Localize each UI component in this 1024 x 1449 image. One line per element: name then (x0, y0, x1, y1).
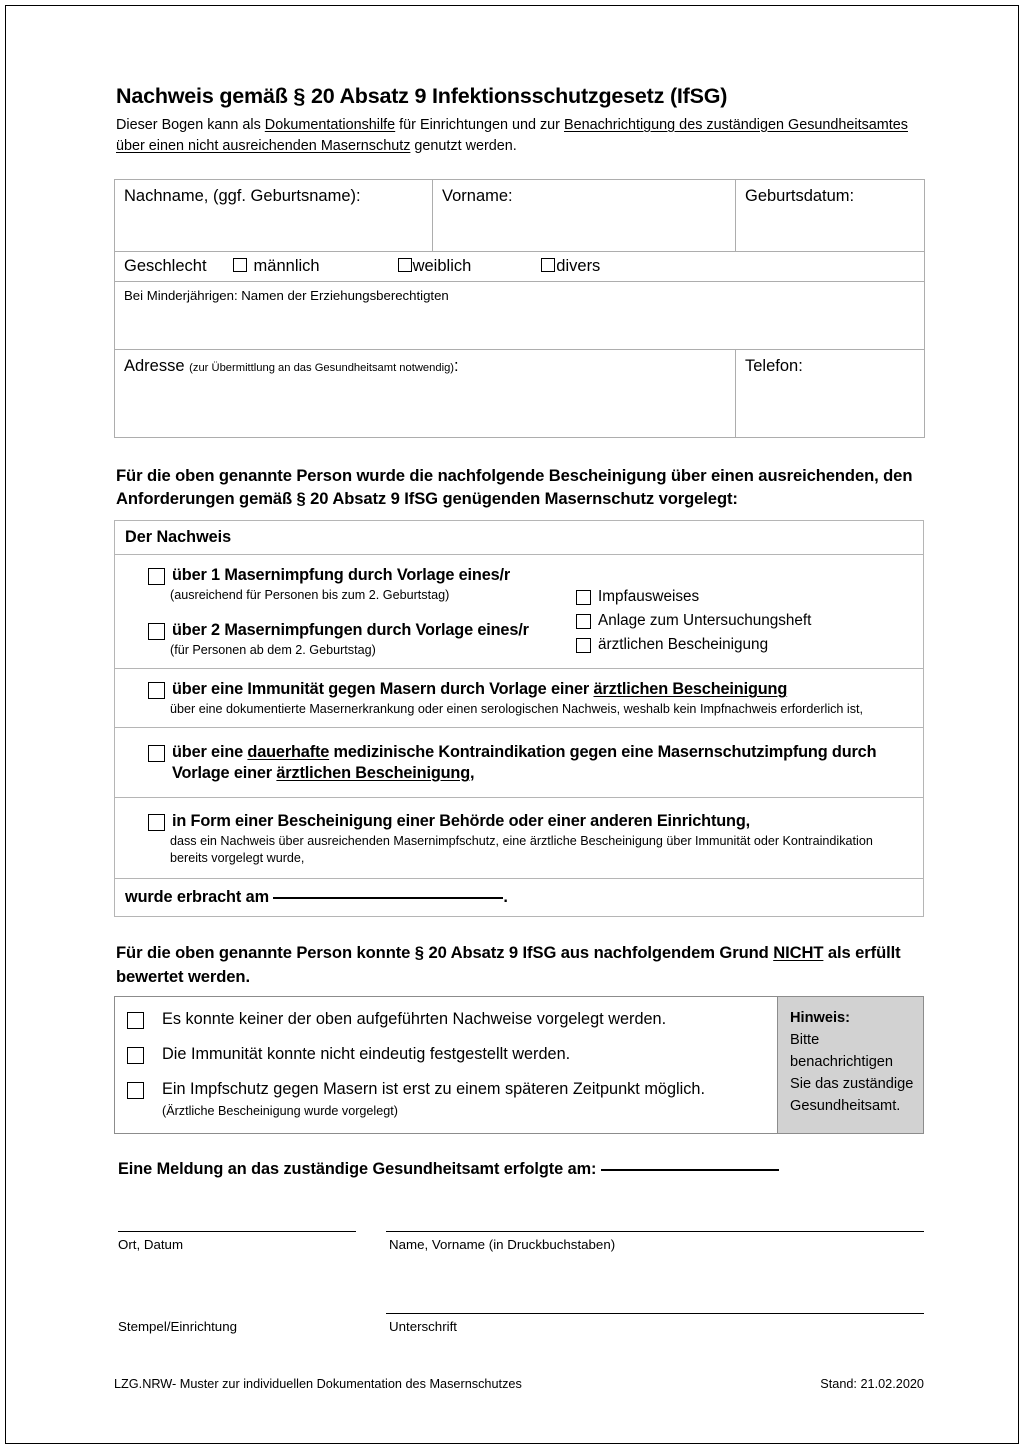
checkbox-icon[interactable] (576, 614, 591, 629)
proof-row-contraindication (115, 727, 924, 797)
proof-lead-text: Für die oben genannte Person wurde die nachfolgende Bescheinigung über einen ausreichenden, den Anforderungen gemäß § 20 Absatz 9 IfSG genügenden Masernschutz vorgelegt: (116, 465, 913, 509)
checkbox-icon[interactable] (576, 590, 591, 605)
proof-row-vaccinations (115, 555, 924, 669)
document-type-label: Impfausweises (598, 588, 700, 606)
document-type-label: Anlage zum Untersuchungsheft (598, 612, 812, 630)
geschlecht-label: Geschlecht (124, 256, 207, 275)
field-adresse[interactable] (115, 349, 736, 437)
contra-text-b: medizinische Kontraindikation gegen eine Masernschutzimpfung durch Vorlage einer (172, 742, 877, 782)
reason-note: (Ärztliche Bescheinigung wurde vorgelegt) (162, 1103, 398, 1118)
proof-option-authority-label: in Form einer Bescheinigung einer Behörde oder einer anderen Einrichtung, (172, 812, 750, 831)
vorname-label: Vorname: (442, 186, 513, 205)
hinweis-title: Hinweis: (790, 1010, 851, 1027)
not-fulfilled-text-nicht: NICHT (773, 942, 824, 962)
subtitle-link-dokumentationshilfe: Dokumentationshilfe (264, 116, 396, 133)
not-fulfilled-text-b: als erfüllt bewertet werden. (116, 942, 901, 986)
checkbox-icon[interactable] (127, 1012, 144, 1029)
footer-left-text: LZG.NRW- Muster zur individuellen Dokumentation des Masernschutzes (114, 1376, 522, 1391)
subtitle-text-2: für Einrichtungen und zur (395, 116, 564, 133)
erziehungsberechtigte-label: Bei Minderjährigen: Namen der Erziehungsberechtigten (124, 287, 449, 303)
field-vorname[interactable] (433, 179, 736, 251)
erbracht-period: . (503, 887, 508, 906)
proof-option-contraindication[interactable] (148, 742, 911, 784)
proof-option-1-label: über 1 Masernimpfung durch Vorlage eines/r (172, 566, 511, 585)
table-row-geschlecht (115, 251, 925, 281)
ort-datum-line[interactable] (118, 1231, 356, 1232)
field-geschlecht[interactable] (115, 251, 925, 281)
immunity-text-a: über eine Immunität gegen Masern durch Vorlage einer (172, 680, 594, 699)
field-nachname[interactable] (115, 179, 433, 251)
erbracht-date-input[interactable] (273, 897, 503, 899)
proof-option-immunity[interactable] (148, 679, 911, 700)
proof-table-header-row (115, 520, 924, 554)
field-telefon[interactable] (736, 349, 925, 437)
field-erziehungsberechtigte[interactable] (115, 281, 925, 349)
geschlecht-option-divers[interactable] (541, 257, 600, 276)
telefon-label: Telefon: (745, 356, 803, 375)
document-type-label: ärztlichen Bescheinigung (598, 636, 769, 654)
name-vorname-line[interactable] (386, 1231, 924, 1232)
footer-right-text: Stand: 21.02.2020 (820, 1376, 924, 1391)
not-fulfilled-text-a: Für die oben genannte Person konnte § 20 Absatz 9 IfSG aus nachfolgendem Grund (116, 942, 774, 962)
meldung-date-input[interactable] (601, 1169, 779, 1171)
geschlecht-option-label: divers (556, 256, 601, 275)
table-row-erziehungsberechtigte (115, 281, 925, 349)
adresse-label (124, 356, 726, 377)
subtitle-text-3: genutzt werden. (410, 137, 517, 154)
checkbox-icon[interactable] (398, 258, 412, 272)
subtitle-link-benachrichtigung: Benachrichtigung des zuständigen Gesundheitsamtes über einen nicht ausreichenden Masernschutz (116, 116, 908, 154)
reason-no-proof[interactable] (127, 1009, 769, 1030)
proof-row-authority (115, 798, 924, 879)
field-geburtsdatum[interactable] (736, 179, 925, 251)
checkbox-icon[interactable] (148, 623, 165, 640)
document-page (5, 5, 1019, 1444)
person-data-table (114, 179, 925, 438)
reason-immunity-unclear[interactable] (127, 1044, 769, 1065)
document-content (114, 84, 926, 1391)
checkbox-icon[interactable] (148, 568, 165, 585)
proof-option-1-vaccination[interactable] (148, 565, 570, 586)
contra-text-a: über eine (172, 742, 248, 761)
table-row-names (115, 179, 925, 251)
meldung-label: Eine Meldung an das zuständige Gesundheitsamt erfolgte am: (118, 1159, 597, 1178)
table-row (115, 997, 924, 1134)
name-vorname-caption: Name, Vorname (in Druckbuchstaben) (389, 1236, 616, 1252)
document-type-aerztliche-bescheinigung[interactable] (576, 635, 811, 655)
stempel-caption: Stempel/Einrichtung (118, 1318, 237, 1334)
reason-text-wrap (162, 1044, 570, 1065)
checkbox-icon[interactable] (148, 682, 165, 699)
reason-later-vaccination[interactable] (127, 1079, 769, 1119)
unterschrift-caption: Unterschrift (389, 1318, 457, 1334)
hinweis-box (778, 997, 924, 1134)
geschlecht-option-maennlich[interactable] (233, 257, 320, 276)
proof-row-immunity (115, 669, 924, 728)
erbracht-label: wurde erbracht am (125, 887, 269, 906)
checkbox-icon[interactable] (127, 1082, 144, 1099)
proof-option-2-label: über 2 Masernimpfungen durch Vorlage eines/r (172, 620, 529, 639)
proof-row-date-provided (115, 878, 924, 916)
signature-area (114, 1231, 924, 1369)
proof-option-2-vaccinations[interactable] (148, 620, 570, 641)
proof-option-2-note: (für Personen ab dem 2. Geburtstag) (170, 642, 376, 657)
proof-option-immunity-label (172, 679, 787, 700)
proof-option-1-note: (ausreichend für Personen bis zum 2. Geburtstag) (170, 588, 450, 603)
page-subtitle (116, 115, 916, 157)
contra-text-c: , (470, 763, 475, 782)
not-fulfilled-table (114, 996, 924, 1134)
checkbox-icon[interactable] (233, 258, 247, 272)
reason-label: Ein Impfschutz gegen Masern ist erst zu einem späteren Zeitpunkt möglich. (162, 1080, 705, 1099)
geschlecht-option-label: weiblich (412, 256, 472, 275)
geburtsdatum-label: Geburtsdatum: (745, 186, 855, 205)
checkbox-icon[interactable] (148, 814, 165, 831)
checkbox-icon[interactable] (127, 1047, 144, 1064)
checkbox-icon[interactable] (148, 745, 165, 762)
contra-text-underlined-1: dauerhafte (247, 742, 330, 761)
adresse-colon: : (454, 356, 459, 375)
reason-label: Es konnte keiner der oben aufgeführten Nachweise vorgelegt werden. (162, 1010, 667, 1029)
nachname-label: Nachname, (ggf. Geburtsname): (124, 186, 361, 205)
reason-text-wrap (162, 1009, 666, 1030)
geschlecht-option-weiblich[interactable] (398, 257, 472, 276)
immunity-text-underlined: ärztlichen Bescheinigung (593, 680, 788, 699)
proof-option-contraindication-label (172, 742, 911, 784)
not-fulfilled-lead-text (116, 941, 922, 988)
document-type-untersuchungsheft[interactable] (576, 611, 811, 631)
adresse-label-main: Adresse (124, 356, 185, 375)
document-footer (114, 1377, 924, 1391)
subtitle-text-1: Dieser Bogen kann als (116, 116, 265, 133)
ort-datum-caption: Ort, Datum (118, 1236, 184, 1252)
unterschrift-line[interactable] (386, 1313, 924, 1314)
hinweis-body: Bitte benachrichtigen Sie das zuständige Gesundheitsamt. (790, 1031, 914, 1114)
proof-option-immunity-note: über eine dokumentierte Masernerkrankung oder einen serologischen Nachweis, weshalb kein Impfnachweis erforderlich ist, (170, 702, 864, 717)
checkbox-icon[interactable] (576, 638, 591, 653)
contra-text-underlined-2: ärztlichen Bescheinigung (276, 763, 470, 782)
document-type-impfausweis[interactable] (576, 587, 811, 607)
reason-label: Die Immunität konnte nicht eindeutig festgestellt werden. (162, 1045, 571, 1064)
proof-table (114, 520, 924, 917)
meldung-row (118, 1160, 926, 1179)
page-title: Nachweis gemäß § 20 Absatz 9 Infektionsschutzgesetz (IfSG) (116, 84, 728, 108)
not-fulfilled-reasons-cell (115, 997, 778, 1134)
geschlecht-option-label: männlich (253, 256, 320, 275)
proof-option-authority-note: dass ein Nachweis über ausreichenden Masernimpfschutz, eine ärztliche Bescheinigung über Immunität oder Kontraindikation bereits vorgelegt wurde, (170, 834, 873, 865)
proof-option-authority[interactable] (148, 811, 911, 832)
adresse-note: (zur Übermittlung an das Gesundheitsamt notwendig) (189, 361, 455, 374)
reason-text-wrap (162, 1079, 705, 1119)
proof-table-header: Der Nachweis (115, 520, 924, 554)
checkbox-icon[interactable] (541, 258, 555, 272)
table-row-adresse (115, 349, 925, 437)
